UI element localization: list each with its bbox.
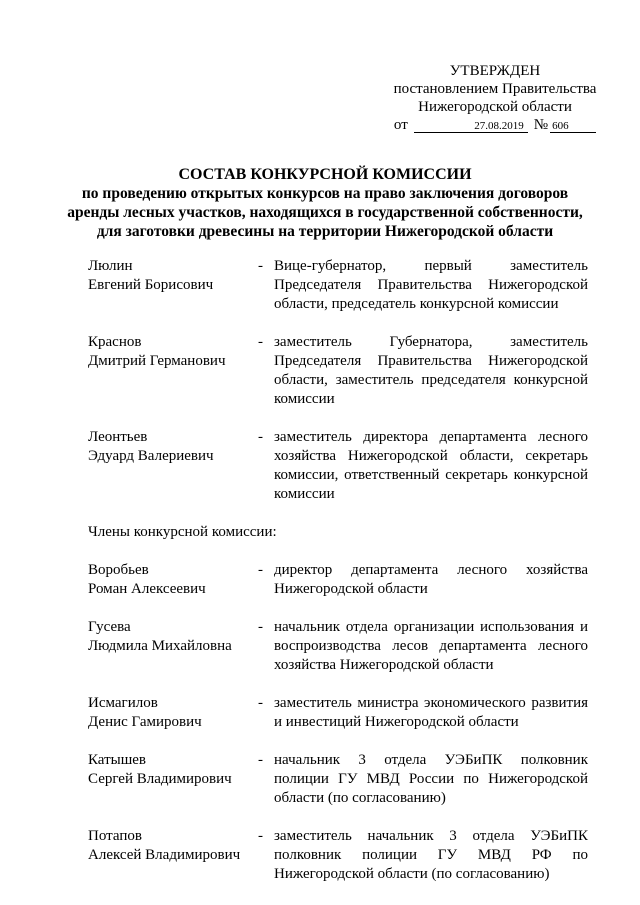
dash-separator: - bbox=[258, 752, 263, 768]
member-name bbox=[88, 751, 258, 808]
member-position: начальник 3 отдела УЭБиПК полковник полиции ГУ МВД России по Нижегородской области (по согласованию) bbox=[274, 752, 588, 806]
member-surname: Люлин bbox=[88, 258, 133, 274]
approval-number: 606 bbox=[550, 120, 596, 133]
member-surname: Воробьев bbox=[88, 562, 149, 578]
member-given-name: Эдуард Валериевич bbox=[88, 448, 214, 464]
document-title-block bbox=[60, 165, 590, 241]
member-name bbox=[88, 561, 258, 599]
approval-line-3: Нижегородской области bbox=[418, 99, 572, 115]
approval-date-line bbox=[380, 116, 610, 134]
dash-separator: - bbox=[258, 619, 263, 635]
leaders-section bbox=[88, 257, 588, 504]
dash-separator: - bbox=[258, 334, 263, 350]
approval-line-2: постановлением Правительства bbox=[393, 81, 597, 97]
member-name bbox=[88, 428, 258, 504]
dash-separator: - bbox=[258, 828, 263, 844]
member-surname: Леонтьев bbox=[88, 429, 148, 445]
member-position: начальник отдела организации использования и воспроизводства лесов департамента лесного хозяйства Нижегородской области bbox=[274, 619, 588, 673]
member-row bbox=[88, 827, 588, 884]
document-subtitle: по проведению открытых конкурсов на право заключения договоров аренды лесных участков, находящихся в государственной собственности, для заготовки древесины на территории Нижегородской области bbox=[67, 185, 583, 240]
member-name bbox=[88, 257, 258, 314]
dash-separator: - bbox=[258, 429, 263, 445]
member-position: директор департамента лесного хозяйства Нижегородской области bbox=[274, 562, 588, 597]
members-section bbox=[88, 561, 588, 884]
document-title: СОСТАВ КОНКУРСНОЙ КОМИССИИ bbox=[178, 166, 472, 183]
member-surname: Потапов bbox=[88, 828, 142, 844]
member-surname: Исмагилов bbox=[88, 695, 158, 711]
member-position: Вице-губернатор, первый заместитель Председателя Правительства Нижегородской области, председатель конкурсной комиссии bbox=[274, 258, 588, 312]
approval-heading: УТВЕРЖДЕН bbox=[449, 63, 541, 79]
approval-date: 27.08.2019 bbox=[414, 120, 528, 133]
dash-separator: - bbox=[258, 258, 263, 274]
from-label: от bbox=[393, 117, 408, 133]
member-surname: Краснов bbox=[88, 334, 142, 350]
member-name bbox=[88, 694, 258, 732]
member-row bbox=[88, 428, 588, 504]
approval-stamp bbox=[380, 62, 610, 134]
member-position: заместитель министра экономического развития и инвестиций Нижегородской области bbox=[274, 695, 588, 730]
member-given-name: Денис Гамирович bbox=[88, 714, 202, 730]
member-position: заместитель Губернатора, заместитель Председателя Правительства Нижегородской области, заместитель председателя конкурсной комиссии bbox=[274, 334, 588, 407]
commission-list bbox=[88, 257, 588, 903]
members-label: Члены конкурсной комиссии: bbox=[88, 524, 277, 540]
number-label: № bbox=[533, 117, 549, 133]
member-given-name: Сергей Владимирович bbox=[88, 771, 232, 787]
member-given-name: Людмила Михайловна bbox=[88, 638, 232, 654]
member-row bbox=[88, 694, 588, 732]
member-given-name: Дмитрий Германович bbox=[88, 353, 226, 369]
member-name bbox=[88, 618, 258, 675]
member-given-name: Роман Алексеевич bbox=[88, 581, 206, 597]
dash-separator: - bbox=[258, 695, 263, 711]
member-row bbox=[88, 751, 588, 808]
member-position: заместитель начальник 3 отдела УЭБиПК полковник полиции ГУ МВД РФ по Нижегородской области (по согласованию) bbox=[274, 828, 588, 882]
member-given-name: Евгений Борисович bbox=[88, 277, 214, 293]
member-position: заместитель директора департамента лесного хозяйства Нижегородской области, секретарь комиссии, ответственный секретарь конкурсной комиссии bbox=[274, 429, 588, 502]
dash-separator: - bbox=[258, 562, 263, 578]
member-name bbox=[88, 827, 258, 884]
member-given-name: Алексей Владимирович bbox=[88, 847, 241, 863]
member-row bbox=[88, 333, 588, 409]
member-surname: Катышев bbox=[88, 752, 147, 768]
member-name bbox=[88, 333, 258, 409]
member-row bbox=[88, 257, 588, 314]
member-row bbox=[88, 561, 588, 599]
member-surname: Гусева bbox=[88, 619, 131, 635]
member-row bbox=[88, 618, 588, 675]
